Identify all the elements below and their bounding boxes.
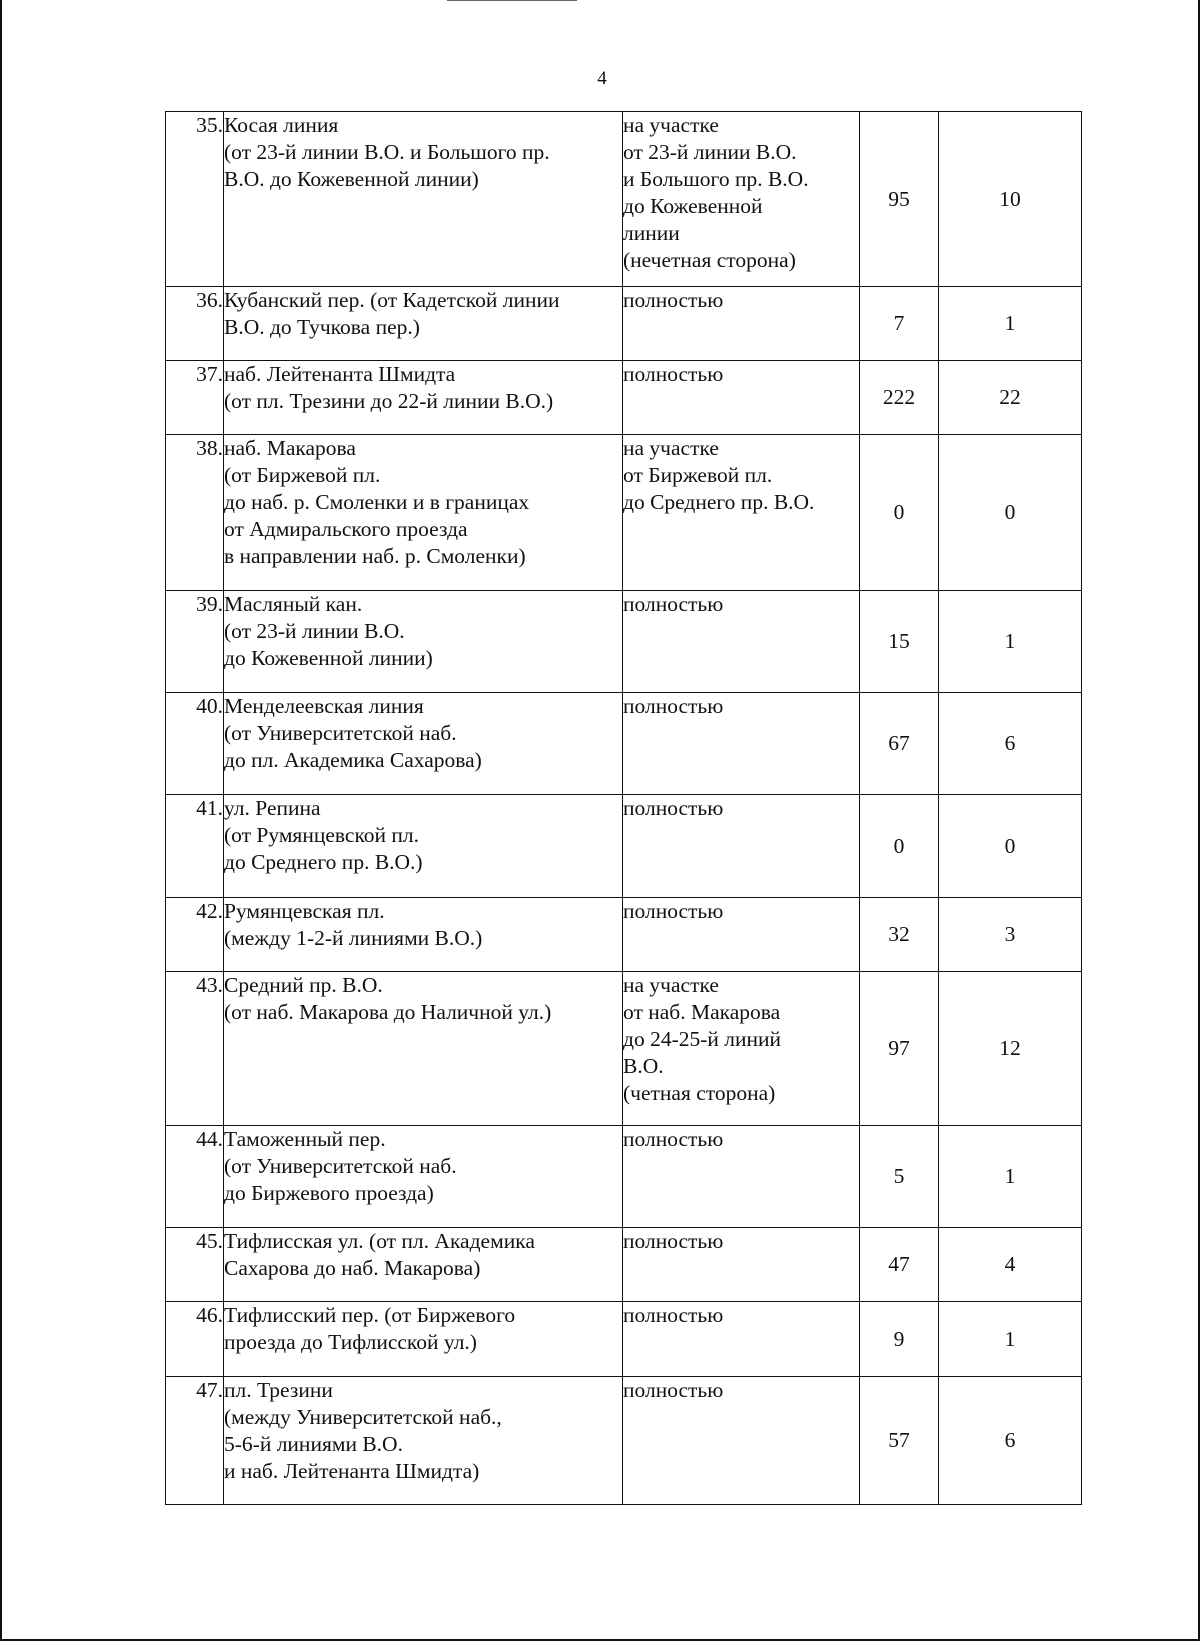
row-number: 37. bbox=[166, 361, 224, 435]
street-line: 5-6-й линиями В.О. bbox=[224, 1432, 403, 1456]
section-line: полностью bbox=[623, 1378, 724, 1402]
row-number: 35. bbox=[166, 112, 224, 287]
street-line: ул. Репина bbox=[224, 796, 321, 820]
scan-edge-mark bbox=[447, 0, 577, 4]
value-1-cell: 15 bbox=[860, 591, 939, 693]
street-name-cell bbox=[224, 1302, 623, 1377]
street-name-cell bbox=[224, 1377, 623, 1505]
section-line: на участке bbox=[623, 436, 719, 460]
section-line: полностью bbox=[623, 796, 724, 820]
value-1-cell: 57 bbox=[860, 1377, 939, 1505]
street-line: Менделеевская линия bbox=[224, 694, 424, 718]
section-cell bbox=[623, 693, 860, 795]
section-line: (нечетная сторона) bbox=[623, 248, 796, 272]
value-1-cell: 47 bbox=[860, 1228, 939, 1302]
section-line: до Кожевенной bbox=[623, 194, 763, 218]
value-1-cell: 67 bbox=[860, 693, 939, 795]
street-line: до пл. Академика Сахарова) bbox=[224, 748, 482, 772]
section-line: полностью bbox=[623, 899, 724, 923]
section-cell bbox=[623, 112, 860, 287]
street-line: в направлении наб. р. Смоленки) bbox=[224, 544, 526, 568]
value-2-cell: 6 bbox=[939, 1377, 1082, 1505]
value-2-cell: 10 bbox=[939, 112, 1082, 287]
row-number: 40. bbox=[166, 693, 224, 795]
value-2-cell: 1 bbox=[939, 1302, 1082, 1377]
section-line: на участке bbox=[623, 113, 719, 137]
table-row bbox=[166, 361, 1082, 435]
section-line: полностью bbox=[623, 288, 724, 312]
section-cell bbox=[623, 1126, 860, 1228]
street-name-cell bbox=[224, 435, 623, 591]
street-line: (от Университетской наб. bbox=[224, 1154, 457, 1178]
value-1-cell: 95 bbox=[860, 112, 939, 287]
street-schedule-table bbox=[165, 111, 1082, 1505]
value-1-cell: 32 bbox=[860, 898, 939, 972]
street-line: проезда до Тифлисской ул.) bbox=[224, 1330, 477, 1354]
section-line: от 23-й линии В.О. bbox=[623, 140, 797, 164]
street-line: (между 1-2-й линиями В.О.) bbox=[224, 926, 483, 950]
street-line: (от Биржевой пл. bbox=[224, 463, 381, 487]
page-number: 4 bbox=[597, 68, 607, 89]
table-row bbox=[166, 693, 1082, 795]
section-cell bbox=[623, 795, 860, 898]
value-2-cell: 0 bbox=[939, 435, 1082, 591]
table-row bbox=[166, 112, 1082, 287]
section-line: от наб. Макарова bbox=[623, 1000, 781, 1024]
section-cell bbox=[623, 972, 860, 1126]
section-cell bbox=[623, 1228, 860, 1302]
value-1-cell: 97 bbox=[860, 972, 939, 1126]
section-line: до 24-25-й линий bbox=[623, 1027, 782, 1051]
street-name-cell bbox=[224, 287, 623, 361]
street-line: наб. Макарова bbox=[224, 436, 356, 460]
row-number: 44. bbox=[166, 1126, 224, 1228]
section-cell bbox=[623, 435, 860, 591]
street-line: Таможенный пер. bbox=[224, 1127, 386, 1151]
section-line: и Большого пр. В.О. bbox=[623, 167, 809, 191]
value-2-cell: 1 bbox=[939, 287, 1082, 361]
street-name-cell bbox=[224, 898, 623, 972]
value-2-cell: 3 bbox=[939, 898, 1082, 972]
street-line: (между Университетской наб., bbox=[224, 1405, 502, 1429]
street-line: Кубанский пер. (от Кадетской линии bbox=[224, 288, 560, 312]
value-1-cell: 7 bbox=[860, 287, 939, 361]
street-line: (от Университетской наб. bbox=[224, 721, 457, 745]
table-row bbox=[166, 287, 1082, 361]
street-line: Средний пр. В.О. bbox=[224, 973, 383, 997]
street-name-cell bbox=[224, 795, 623, 898]
street-line: Тифлисская ул. (от пл. Академика bbox=[224, 1229, 535, 1253]
row-number: 38. bbox=[166, 435, 224, 591]
street-line: Косая линия bbox=[224, 113, 339, 137]
section-line: полностью bbox=[623, 592, 724, 616]
section-line: от Биржевой пл. bbox=[623, 463, 773, 487]
row-number: 36. bbox=[166, 287, 224, 361]
street-line: от Адмиральского проезда bbox=[224, 517, 468, 541]
table-row bbox=[166, 795, 1082, 898]
table-row bbox=[166, 1302, 1082, 1377]
street-line: (от пл. Трезини до 22-й линии В.О.) bbox=[224, 389, 554, 413]
street-line: и наб. Лейтенанта Шмидта) bbox=[224, 1459, 480, 1483]
row-number: 42. bbox=[166, 898, 224, 972]
value-2-cell: 22 bbox=[939, 361, 1082, 435]
section-cell bbox=[623, 1302, 860, 1377]
section-line: полностью bbox=[623, 1303, 724, 1327]
value-1-cell: 222 bbox=[860, 361, 939, 435]
table-row bbox=[166, 1377, 1082, 1505]
row-number: 39. bbox=[166, 591, 224, 693]
section-line: полностью bbox=[623, 1127, 724, 1151]
street-name-cell bbox=[224, 591, 623, 693]
section-cell bbox=[623, 361, 860, 435]
street-line: до Биржевого проезда) bbox=[224, 1181, 434, 1205]
street-line: Сахарова до наб. Макарова) bbox=[224, 1256, 481, 1280]
street-name-cell bbox=[224, 1126, 623, 1228]
section-line: В.О. bbox=[623, 1054, 664, 1078]
row-number: 46. bbox=[166, 1302, 224, 1377]
street-line: (от 23-й линии В.О. bbox=[224, 619, 405, 643]
section-line: на участке bbox=[623, 973, 719, 997]
value-2-cell: 1 bbox=[939, 1126, 1082, 1228]
section-line: полностью bbox=[623, 1229, 724, 1253]
section-line: (четная сторона) bbox=[623, 1081, 776, 1105]
section-line: полностью bbox=[623, 694, 724, 718]
street-line: до Кожевенной линии) bbox=[224, 646, 433, 670]
section-line: до Среднего пр. В.О. bbox=[623, 490, 815, 514]
value-2-cell: 4 bbox=[939, 1228, 1082, 1302]
table-row bbox=[166, 972, 1082, 1126]
table-body bbox=[166, 112, 1082, 1505]
value-1-cell: 5 bbox=[860, 1126, 939, 1228]
street-name-cell bbox=[224, 972, 623, 1126]
street-line: (от наб. Макарова до Наличной ул.) bbox=[224, 1000, 552, 1024]
street-line: В.О. до Кожевенной линии) bbox=[224, 167, 479, 191]
street-line: Масляный кан. bbox=[224, 592, 363, 616]
table-row bbox=[166, 435, 1082, 591]
value-2-cell: 1 bbox=[939, 591, 1082, 693]
table-row bbox=[166, 1228, 1082, 1302]
street-name-cell bbox=[224, 112, 623, 287]
row-number: 41. bbox=[166, 795, 224, 898]
value-1-cell: 0 bbox=[860, 795, 939, 898]
value-1-cell: 0 bbox=[860, 435, 939, 591]
street-line: (от Румянцевской пл. bbox=[224, 823, 420, 847]
section-cell bbox=[623, 1377, 860, 1505]
table-row bbox=[166, 898, 1082, 972]
row-number: 43. bbox=[166, 972, 224, 1126]
section-cell bbox=[623, 591, 860, 693]
section-cell bbox=[623, 898, 860, 972]
street-line: пл. Трезини bbox=[224, 1378, 333, 1402]
table-row bbox=[166, 1126, 1082, 1228]
value-2-cell: 6 bbox=[939, 693, 1082, 795]
street-line: Румянцевская пл. bbox=[224, 899, 385, 923]
section-line: линии bbox=[623, 221, 680, 245]
row-number: 45. bbox=[166, 1228, 224, 1302]
street-line: В.О. до Тучкова пер.) bbox=[224, 315, 420, 339]
street-line: Тифлисский пер. (от Биржевого bbox=[224, 1303, 516, 1327]
value-2-cell: 0 bbox=[939, 795, 1082, 898]
value-2-cell: 12 bbox=[939, 972, 1082, 1126]
row-number: 47. bbox=[166, 1377, 224, 1505]
street-name-cell bbox=[224, 693, 623, 795]
street-line: наб. Лейтенанта Шмидта bbox=[224, 362, 456, 386]
section-line: полностью bbox=[623, 362, 724, 386]
street-line: до Среднего пр. В.О.) bbox=[224, 850, 423, 874]
table-row bbox=[166, 591, 1082, 693]
street-line: (от 23-й линии В.О. и Большого пр. bbox=[224, 140, 550, 164]
street-line: до наб. р. Смоленки и в границах bbox=[224, 490, 530, 514]
street-name-cell bbox=[224, 1228, 623, 1302]
section-cell bbox=[623, 287, 860, 361]
street-name-cell bbox=[224, 361, 623, 435]
value-1-cell: 9 bbox=[860, 1302, 939, 1377]
